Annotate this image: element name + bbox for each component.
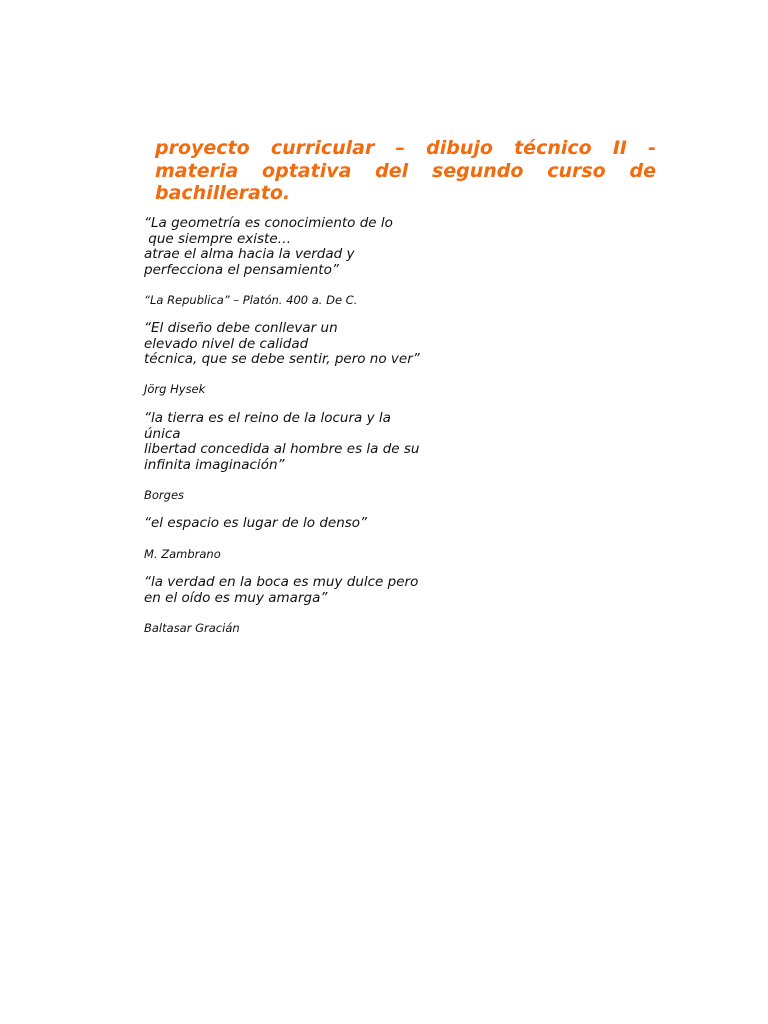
quote-3-line-3: libertad concedida al hombre es la de su xyxy=(144,441,420,458)
title-line-1: proyecto curricular – dibujo técnico II - xyxy=(155,137,656,159)
quote-5-author: Baltasar Gracián xyxy=(144,621,240,635)
title-line-2: materia optativa del segundo curso de xyxy=(155,159,656,182)
quote-4-line-1: “el espacio es lugar de lo denso” xyxy=(144,515,368,531)
quote-3-line-2: única xyxy=(144,425,181,442)
quote-2-line-3: técnica, que se debe sentir, pero no ver” xyxy=(144,351,420,368)
quote-5 xyxy=(144,575,418,606)
quote-1-line-1: “La geometría es conocimiento de lo xyxy=(144,215,393,231)
quote-3-line-1: “la tierra es el reino de la locura y la xyxy=(144,410,391,426)
quote-3-line-4: infinita imaginación” xyxy=(144,456,285,473)
quote-1-line-4: perfecciona el pensamiento” xyxy=(144,261,339,278)
quote-1-line-2: que siempre existe… xyxy=(144,230,292,247)
quote-1-author: “La Republica” – Platón. 400 a. De C. xyxy=(144,293,358,307)
quote-5-line-1: “la verdad en la boca es muy dulce pero xyxy=(144,574,419,590)
quote-1-line-3: atrae el alma hacia la verdad y xyxy=(144,246,355,263)
quote-2-line-1: “El diseño debe conllevar un xyxy=(144,320,338,336)
quote-3-author: Borges xyxy=(144,488,185,502)
quote-1 xyxy=(144,216,393,278)
quote-4-author: M. Zambrano xyxy=(144,547,221,561)
title-line-3: bachillerato. xyxy=(155,182,291,204)
quote-2-author: Jörg Hysek xyxy=(144,382,206,396)
document-title xyxy=(155,137,656,205)
quote-2-line-2: elevado nivel de calidad xyxy=(144,335,309,352)
quote-4 xyxy=(144,516,367,532)
quote-5-line-2: en el oído es muy amarga” xyxy=(144,589,328,606)
quote-2 xyxy=(144,321,420,368)
quote-3 xyxy=(144,411,419,473)
